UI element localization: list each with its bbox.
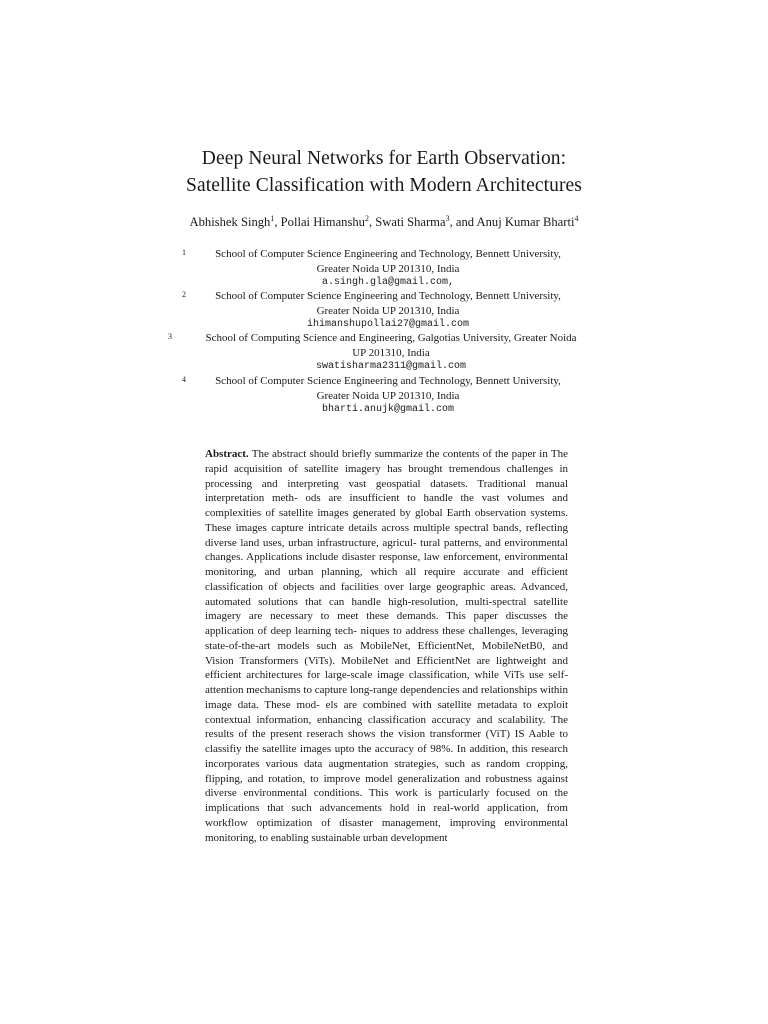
affiliation-line: School of Computer Science Engineering and Technology, Bennett University, — [215, 290, 561, 302]
author-affiliation-mark: 4 — [574, 213, 579, 223]
affiliation-email: a.singh.gla@gmail.com, — [321, 277, 455, 288]
affiliation-number: 4 — [182, 375, 186, 384]
affiliation-line: Greater Noida UP 201310, India — [316, 262, 460, 275]
affiliation-4 — [168, 374, 608, 418]
author-name: Pollai Himanshu — [280, 215, 365, 229]
affiliation-number: 2 — [182, 290, 186, 299]
author-name: Abhishek Singh — [189, 215, 271, 229]
author-affiliation-mark: 2 — [364, 213, 369, 223]
author-affiliation-mark: 1 — [270, 213, 275, 223]
affiliation-line: School of Computing Science and Engineering, Galgotias University, Greater Noida — [205, 332, 577, 344]
author-name: Swati Sharma — [375, 215, 446, 229]
affiliation-email: ihimanshupollai27@gmail.com — [306, 319, 470, 330]
author-name: Anuj Kumar Bharti — [476, 215, 575, 229]
affiliation-line: Greater Noida UP 201310, India — [316, 304, 460, 317]
affiliation-3 — [168, 331, 614, 375]
affiliation-number: 3 — [168, 332, 172, 341]
abstract-label: Abstract. — [205, 448, 249, 460]
affiliation-line: UP 201310, India — [352, 346, 430, 359]
affiliation-line: School of Computer Science Engineering and Technology, Bennett University, — [215, 375, 561, 387]
affiliation-1 — [168, 247, 608, 291]
affiliation-number: 1 — [182, 248, 186, 257]
affiliation-email: swatisharma2311@gmail.com — [315, 361, 467, 372]
author-list: Abhishek Singh$^1$, Pollai Himanshu$^2$, Swati Sharma$^3$, and Anuj Kumar Bharti$^4$ — [189, 213, 579, 229]
abstract-section — [205, 447, 568, 845]
paper-title-line-1: Deep Neural Networks for Earth Observation: — [201, 148, 567, 169]
affiliation-line: School of Computer Science Engineering and Technology, Bennett University, — [215, 248, 561, 260]
affiliation-email: bharti.anujk@gmail.com — [321, 404, 455, 415]
affiliation-2 — [168, 289, 608, 333]
affiliation-line: Greater Noida UP 201310, India — [316, 389, 460, 402]
abstract-text: The abstract should briefly summarize the contents of the paper in The rapid acquisition of satellite imagery has brought tremendous challenges in processing and interpreting vast geospatial datasets. Traditional manual interpretation meth- ods are insufficient to handle the vast volumes and complexities of satellite images generated by global Earth observation systems. These images capture intricate details across multiple spectral bands, reflecting diverse land uses, urban infrastructure, agricul- tural patterns, and environmental changes. Applications include disaster response, law enforcement, environmental monitoring, and urban planning, which all require accurate and efficient classification of objects and facilities over large geographic areas. Advanced, automated solutions that can handle high-resolution, multi-spectral satellite imagery are necessary to meet these demands. This paper discusses the application of deep learning tech- niques to address these challenges, leveraging state-of-the-art models such as MobileNet, EfficientNet, MobileNetB0, and Vision Transformers (ViTs). MobileNet and EfficientNet are lightweight and efficient architectures for large-scale image classification, while ViTs use self-attention mechanisms to capture long-range dependencies and relationships within image data. These mod- els are combined with satellite metadata to exploit contextual information, enhancing classification accuracy and scalability. The results of the present reserach shows the vision transformer (ViT) IS Aable to classifiy the satellite images upto the accuracy of 98%. In addition, this research incorporates various data augmentation strategies, such as random cropping, flipping, and rotation, to improve model generalization and robustness against diverse environmental conditions. This work is particularly focused on the implications that such advancements hold in real-world application, from workflow optimization of disaster management, improving environmental monitoring, to enabling sustainable urban development — [205, 448, 568, 844]
author-affiliation-mark: 3 — [445, 213, 450, 223]
paper-title-line-2: Satellite Classification with Modern Architectures — [186, 175, 582, 196]
